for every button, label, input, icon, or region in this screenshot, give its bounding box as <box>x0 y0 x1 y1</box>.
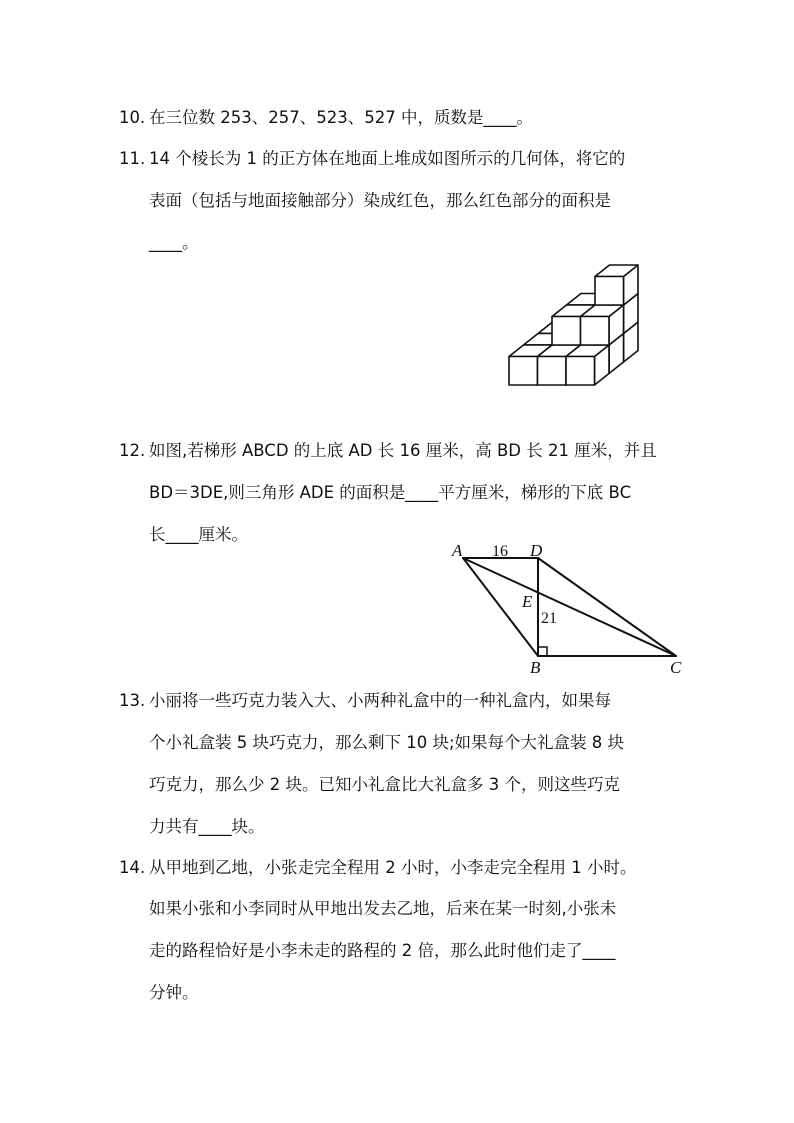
cube-top-face <box>538 322 581 334</box>
cube-top-face <box>595 294 638 306</box>
cube-right-face <box>538 345 553 385</box>
cube-right-face <box>566 345 581 385</box>
question-13-line-1 <box>119 690 611 712</box>
cube-right-face <box>581 305 596 345</box>
segment-dc <box>538 558 676 656</box>
cube-front-face <box>566 357 595 386</box>
question-text: 从甲地到乙地，小张走完全程用 2 小时，小李走完全程用 1 小时。 <box>149 858 637 877</box>
label-e: E <box>522 592 533 611</box>
label-b: B <box>530 658 541 677</box>
cube-front-face <box>581 317 610 346</box>
cube-right-face <box>609 305 624 345</box>
cube-right-face <box>567 322 582 362</box>
right-angle-mark <box>538 647 547 656</box>
cube-top-face <box>595 265 638 277</box>
question-14-line-2: 如果小张和小李同时从甲地出发去乙地，后来在某一时刻,小张未 <box>149 899 617 918</box>
question-14-line-4: 分钟。 <box>149 983 199 1002</box>
question-14-line-3: 走的路程恰好是小李未走的路程的 2 倍，那么此时他们走了____ <box>149 941 616 960</box>
cube-front-face <box>538 357 567 386</box>
cube-right-face <box>624 265 639 305</box>
cube-front-face <box>552 345 581 374</box>
cube-right-face <box>609 334 624 374</box>
label-d: D <box>530 541 543 560</box>
segment-ac <box>463 558 676 656</box>
label-bd-length: 21 <box>541 610 557 627</box>
cube-top-face <box>538 345 581 357</box>
question-10-line-1 <box>119 107 533 129</box>
question-number: 12. <box>119 441 146 460</box>
cube-right-face <box>624 322 639 362</box>
question-12-line-3: 长____厘米。 <box>149 525 248 544</box>
cube-top-face <box>524 334 567 346</box>
cube-top-face <box>566 345 609 357</box>
question-text: 小丽将一些巧克力装入大、小两种礼盒中的一种礼盒内，如果每 <box>149 691 611 710</box>
cube-top-face <box>581 305 624 317</box>
cube-front-face <box>567 334 596 363</box>
trapezoid-figure <box>450 540 690 680</box>
cube-top-face <box>552 334 595 346</box>
question-12-line-1 <box>119 440 657 462</box>
cube-front-face <box>595 334 624 363</box>
cube-front-face <box>524 345 553 374</box>
question-number: 10. <box>119 108 146 127</box>
cube-front-face <box>552 317 581 346</box>
label-a: A <box>452 541 463 560</box>
question-text: 如图,若梯形 ABCD 的上底 AD 长 16 厘米，高 BD 长 21 厘米，并且 <box>149 441 657 460</box>
label-ad-length: 16 <box>492 543 508 560</box>
cube-group <box>509 265 638 385</box>
label-c: C <box>670 658 682 677</box>
question-11-line-3: ____。 <box>149 233 199 252</box>
cube-right-face <box>595 294 610 334</box>
cube-front-face <box>581 345 610 374</box>
cube-right-face <box>595 345 610 385</box>
cube-right-face <box>624 294 639 334</box>
cube-top-face <box>595 322 638 334</box>
cube-right-face <box>581 334 596 374</box>
question-13-line-2: 个小礼盒装 5 块巧克力，那么剩下 10 块;如果每个大礼盒装 8 块 <box>149 733 625 752</box>
cube-front-face <box>538 334 567 363</box>
question-number: 13. <box>119 691 146 710</box>
question-13-line-4: 力共有____块。 <box>149 817 265 836</box>
question-14-line-1 <box>119 857 636 879</box>
question-13-line-3: 巧克力，那么少 2 块。已知小礼盒比大礼盒多 3 个，则这些巧克 <box>149 775 620 794</box>
cube-top-face <box>509 345 552 357</box>
cube-right-face <box>595 322 610 362</box>
question-12-line-2: BD＝3DE,则三角形 ADE 的面积是____平方厘米，梯形的下底 BC <box>149 483 632 502</box>
cube-front-face <box>595 277 624 306</box>
cube-right-face <box>552 334 567 374</box>
question-number: 11. <box>119 149 146 168</box>
question-text: 14 个棱长为 1 的正方体在地面上堆成如图所示的几何体，将它的 <box>149 149 626 168</box>
question-number: 14. <box>119 858 146 877</box>
cube-top-face <box>581 334 624 346</box>
cube-top-face <box>567 294 610 306</box>
question-text: 在三位数 253、257、523、527 中，质数是____。 <box>149 108 533 127</box>
question-11-line-1 <box>119 148 625 170</box>
cube-front-face <box>509 357 538 386</box>
cube-front-face <box>567 305 596 334</box>
cube-top-face <box>552 305 595 317</box>
cube-top-face <box>567 322 610 334</box>
question-11-line-2: 表面（包括与地面接触部分）染成红色，那么红色部分的面积是 <box>149 191 611 210</box>
cube-front-face <box>595 305 624 334</box>
